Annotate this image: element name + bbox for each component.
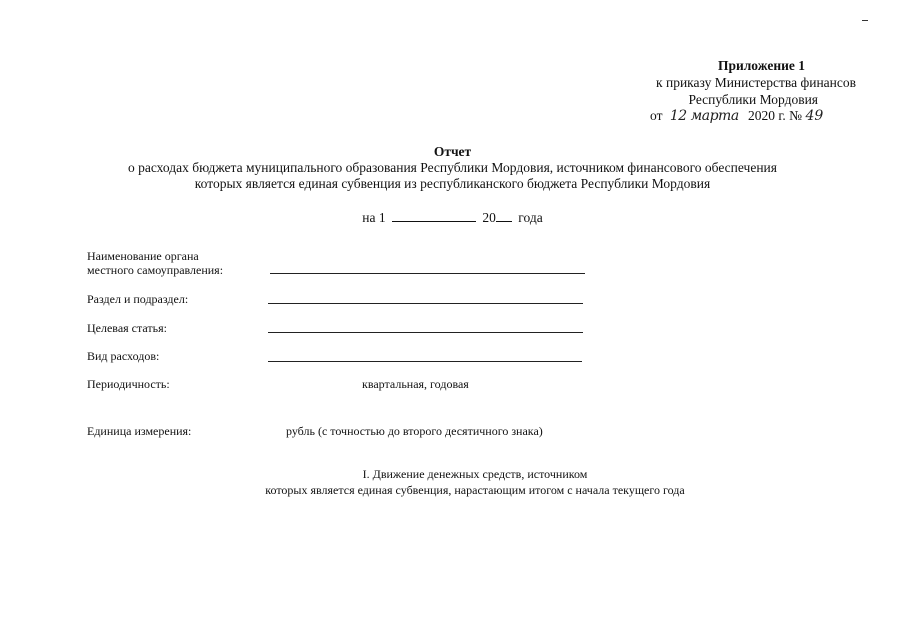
section1-title-line1: I. Движение денежных средств, источником [362,467,588,481]
appendix-order-line: к приказу Министерства финансов [656,75,856,90]
date-line-suffix: года [518,210,543,225]
appendix-date-line [650,108,823,124]
periodicity-label: Периодичность: [87,377,170,391]
section-label: Раздел и подраздел: [87,292,189,306]
corner-mark [862,20,868,21]
appendix-region-line: Республики Мордовия [688,92,818,107]
date-year-blank[interactable] [496,210,512,222]
report-title: Отчет [433,144,472,159]
report-subtitle-line1: о расходах бюджета муниципального образования Республики Мордовия, источником финансового обеспечения [127,160,777,175]
handwritten-order-number: 49 [805,108,824,124]
report-subtitle-line2: которых является единая субвенция из республиканского бюджета Республики Мордовия [194,176,711,191]
authority-label-line2: местного самоуправления: [87,263,224,277]
handwritten-date: 12 марта [669,108,739,124]
section-field[interactable] [268,303,583,304]
appendix-title: Приложение 1 [717,58,805,73]
expense-type-field[interactable] [268,361,582,362]
date-day-month-blank[interactable] [392,210,476,222]
order-year-number: 2020 г. № [748,108,803,123]
section1-title-line2: которых является единая субвенция, нарастающим итогом с начала текущего года [265,483,685,497]
authority-field[interactable] [270,273,585,274]
unit-value: рубль (с точностью до второго десятичного знака) [286,424,543,438]
periodicity-value: квартальная, годовая [362,377,469,391]
target-item-label: Целевая статья: [87,321,167,335]
report-date-line [0,210,905,226]
unit-label: Единица измерения: [87,424,192,438]
expense-type-label: Вид расходов: [87,349,160,363]
date-line-prefix: на 1 [362,210,386,225]
date-prefix: от [650,108,663,123]
date-line-century: 20 [482,210,496,225]
target-item-field[interactable] [268,332,583,333]
authority-label-line1: Наименование органа [87,249,199,263]
